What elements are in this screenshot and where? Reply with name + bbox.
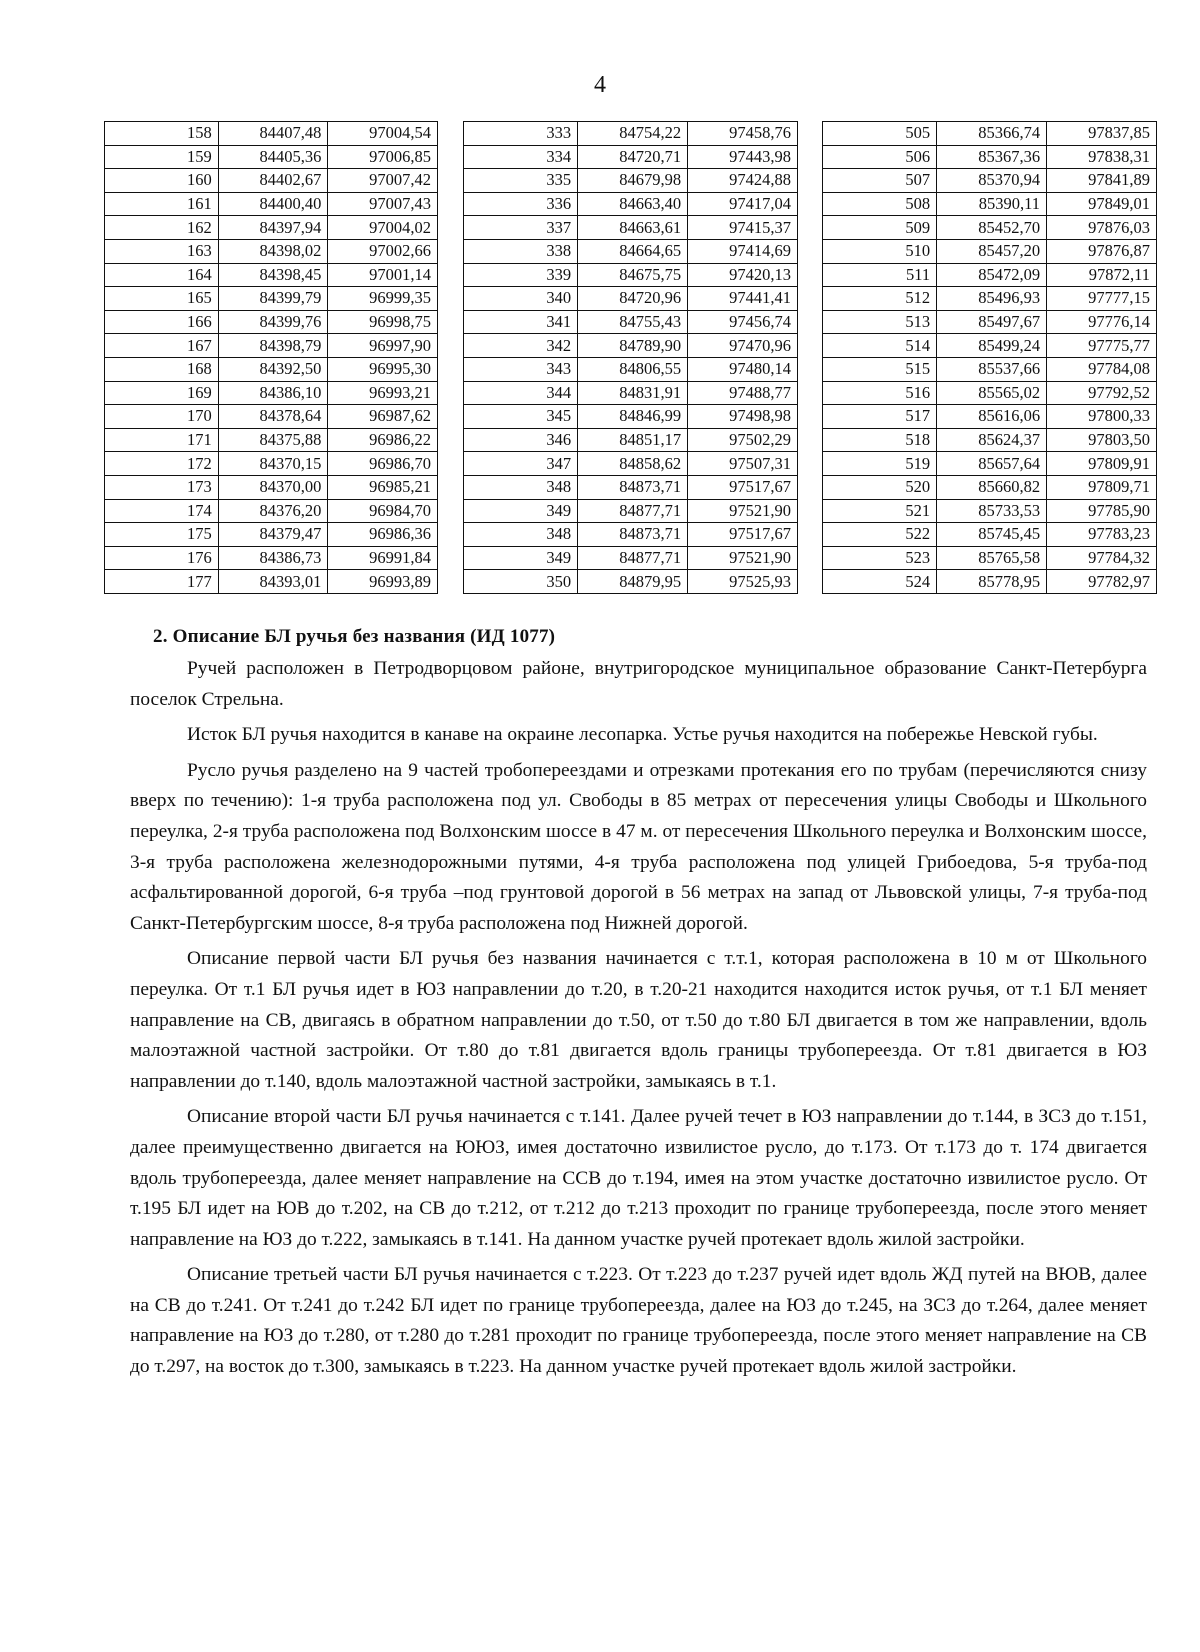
point-number-cell: 509: [823, 216, 937, 240]
point-number-cell: 338: [464, 239, 578, 263]
table-row: [823, 169, 1157, 193]
table-row: [105, 287, 438, 311]
point-number-cell: 170: [105, 405, 219, 429]
paragraph: Ручей расположен в Петродворцовом районе, внутригородское муниципальное образование Санкт-Петербурга поселок Стрельна.: [130, 658, 1147, 710]
table-row: [105, 192, 438, 216]
x-coordinate-cell: 84393,01: [218, 570, 328, 594]
paragraph: Исток БЛ ручья находится в канаве на окраине лесопарка. Устье ручья находится на побережье Невской губы.: [187, 724, 1098, 746]
y-coordinate-cell: 97414,69: [688, 239, 798, 263]
x-coordinate-cell: 85472,09: [937, 263, 1047, 287]
y-coordinate-cell: 96984,70: [328, 499, 438, 523]
x-coordinate-cell: 84754,22: [578, 122, 688, 146]
point-number-cell: 177: [105, 570, 219, 594]
x-coordinate-cell: 84397,94: [218, 216, 328, 240]
table-row: [464, 546, 798, 570]
point-number-cell: 508: [823, 192, 937, 216]
point-number-cell: 513: [823, 310, 937, 334]
y-coordinate-cell: 97521,90: [688, 499, 798, 523]
y-coordinate-cell: 97441,41: [688, 287, 798, 311]
table-row: [464, 239, 798, 263]
point-number-cell: 348: [464, 475, 578, 499]
table-row: [464, 452, 798, 476]
point-number-cell: 163: [105, 239, 219, 263]
table-row: [464, 357, 798, 381]
x-coordinate-cell: 84386,10: [218, 381, 328, 405]
point-number-cell: 515: [823, 357, 937, 381]
point-number-cell: 516: [823, 381, 937, 405]
y-coordinate-cell: 97517,67: [688, 523, 798, 547]
table-row: [823, 216, 1157, 240]
point-number-cell: 346: [464, 428, 578, 452]
table-row: [823, 357, 1157, 381]
point-number-cell: 165: [105, 287, 219, 311]
y-coordinate-cell: 97458,76: [688, 122, 798, 146]
y-coordinate-cell: 97424,88: [688, 169, 798, 193]
table-row: [105, 216, 438, 240]
point-number-cell: 171: [105, 428, 219, 452]
point-number-cell: 160: [105, 169, 219, 193]
x-coordinate-cell: 84851,17: [578, 428, 688, 452]
x-coordinate-cell: 85390,11: [937, 192, 1047, 216]
x-coordinate-cell: 84370,00: [218, 475, 328, 499]
x-coordinate-cell: 85660,82: [937, 475, 1047, 499]
point-number-cell: 345: [464, 405, 578, 429]
y-coordinate-cell: 97876,87: [1047, 239, 1157, 263]
table-row: [823, 239, 1157, 263]
x-coordinate-cell: 85657,64: [937, 452, 1047, 476]
x-coordinate-cell: 85624,37: [937, 428, 1047, 452]
point-number-cell: 174: [105, 499, 219, 523]
x-coordinate-cell: 84376,20: [218, 499, 328, 523]
point-number-cell: 348: [464, 523, 578, 547]
point-number-cell: 521: [823, 499, 937, 523]
point-number-cell: 506: [823, 145, 937, 169]
y-coordinate-cell: 97775,77: [1047, 334, 1157, 358]
point-number-cell: 336: [464, 192, 578, 216]
table-row: [464, 428, 798, 452]
paragraph: Описание второй части БЛ ручья начинается с т.141. Далее ручей течет в ЮЗ направлении до т.144, в ЗСЗ до т.151, далее преимущественно двигается на ЮЮЗ, имея достаточно извилистое русло, до т.173. От т.173 до т. 174 двигается вдоль трубопереезда, далее меняет направление на ССВ до т.194, имея на этом участке достаточно извилистое русло. От т.195 БЛ идет на ЮВ до т.202, на СВ до т.212, от т.212 до т.213 проходит по границе трубопереезда, после этого меняет направление на ЮЗ до т.222, замыкаясь в т.141. На данном участке ручей протекает вдоль жилой застройки.: [130, 1106, 1147, 1250]
x-coordinate-cell: 84402,67: [218, 169, 328, 193]
y-coordinate-cell: 97809,71: [1047, 475, 1157, 499]
x-coordinate-cell: 84664,65: [578, 239, 688, 263]
y-coordinate-cell: 97502,29: [688, 428, 798, 452]
table-row: [823, 381, 1157, 405]
table-row: [105, 405, 438, 429]
y-coordinate-cell: 97415,37: [688, 216, 798, 240]
point-number-cell: 514: [823, 334, 937, 358]
y-coordinate-cell: 96987,62: [328, 405, 438, 429]
y-coordinate-cell: 97456,74: [688, 310, 798, 334]
point-number-cell: 337: [464, 216, 578, 240]
point-number-cell: 517: [823, 405, 937, 429]
x-coordinate-cell: 85496,93: [937, 287, 1047, 311]
point-number-cell: 164: [105, 263, 219, 287]
paragraph: Описание первой части БЛ ручья без названия начинается с т.т.1, которая расположена в 10 м от Школьного переулка. От т.1 БЛ ручья идет в ЮЗ направлении до т.20, в т.20-21 находится находится исток ручья, от т.1 БЛ меняет направление на СВ, двигаясь в обратном направлении до т.50, от т.50 до т.80 БЛ двигается в том же направлении, вдоль малоэтажной частной застройки. От т.80 до т.81 двигается вдоль границы трубопереезда. От т.81 двигается в ЮЗ направлении до т.140, вдоль малоэтажной частной застройки, замыкаясь в т.1.: [130, 948, 1147, 1092]
y-coordinate-cell: 97841,89: [1047, 169, 1157, 193]
coordinates-table-1: [104, 121, 438, 594]
y-coordinate-cell: 97849,01: [1047, 192, 1157, 216]
paragraph: Русло ручья разделено на 9 частей тробопереездами и отрезками протекания его по трубам (перечисляются снизу вверх по течению): 1-я труба расположена под ул. Свободы в 85 метрах от пересечения улицы Свободы и Школьного переулка, 2-я труба расположена под Волхонским шоссе в 47 м. от пересечения Школьного переулка и Волхонским шоссе, 3-я труба расположена железнодорожными путями, 4-я труба расположена под улицей Грибоедова, 5-я труба-под асфальтированной дорогой, 6-я труба –под грунтовой дорогой в 56 метрах на запад от Львовской улицы, 7-я труба-под Санкт-Петербургским шоссе, 8-я труба расположена под Нижней дорогой.: [130, 759, 1147, 934]
table-row: [464, 310, 798, 334]
point-number-cell: 168: [105, 357, 219, 381]
y-coordinate-cell: 97525,93: [688, 570, 798, 594]
point-number-cell: 522: [823, 523, 937, 547]
y-coordinate-cell: 97470,96: [688, 334, 798, 358]
x-coordinate-cell: 85745,45: [937, 523, 1047, 547]
point-number-cell: 505: [823, 122, 937, 146]
y-coordinate-cell: 97777,15: [1047, 287, 1157, 311]
table-row: [823, 122, 1157, 146]
point-number-cell: 507: [823, 169, 937, 193]
x-coordinate-cell: 84392,50: [218, 357, 328, 381]
y-coordinate-cell: 97792,52: [1047, 381, 1157, 405]
y-coordinate-cell: 97498,98: [688, 405, 798, 429]
y-coordinate-cell: 96999,35: [328, 287, 438, 311]
y-coordinate-cell: 96993,89: [328, 570, 438, 594]
point-number-cell: 347: [464, 452, 578, 476]
x-coordinate-cell: 84675,75: [578, 263, 688, 287]
point-number-cell: 166: [105, 310, 219, 334]
y-coordinate-cell: 97480,14: [688, 357, 798, 381]
table-row: [105, 239, 438, 263]
table-row: [823, 405, 1157, 429]
x-coordinate-cell: 84755,43: [578, 310, 688, 334]
point-number-cell: 520: [823, 475, 937, 499]
y-coordinate-cell: 97800,33: [1047, 405, 1157, 429]
table-row: [105, 475, 438, 499]
point-number-cell: 344: [464, 381, 578, 405]
table-row: [823, 475, 1157, 499]
point-number-cell: 343: [464, 357, 578, 381]
coordinates-table-2: [463, 121, 798, 594]
section-heading: 2. Описание БЛ ручья без названия (ИД 1077): [153, 626, 556, 647]
table-row: [105, 122, 438, 146]
point-number-cell: 518: [823, 428, 937, 452]
table-row: [823, 263, 1157, 287]
point-number-cell: 176: [105, 546, 219, 570]
table-row: [823, 287, 1157, 311]
y-coordinate-cell: 97443,98: [688, 145, 798, 169]
y-coordinate-cell: 96986,36: [328, 523, 438, 547]
table-row: [105, 452, 438, 476]
table-row: [464, 499, 798, 523]
x-coordinate-cell: 85370,94: [937, 169, 1047, 193]
table-row: [464, 287, 798, 311]
y-coordinate-cell: 97837,85: [1047, 122, 1157, 146]
point-number-cell: 335: [464, 169, 578, 193]
x-coordinate-cell: 84663,61: [578, 216, 688, 240]
table-row: [464, 122, 798, 146]
x-coordinate-cell: 84789,90: [578, 334, 688, 358]
table-row: [823, 334, 1157, 358]
page-number: 4: [594, 72, 606, 98]
point-number-cell: 172: [105, 452, 219, 476]
y-coordinate-cell: 97001,14: [328, 263, 438, 287]
x-coordinate-cell: 84399,76: [218, 310, 328, 334]
x-coordinate-cell: 84720,71: [578, 145, 688, 169]
x-coordinate-cell: 84877,71: [578, 499, 688, 523]
y-coordinate-cell: 97784,32: [1047, 546, 1157, 570]
x-coordinate-cell: 85367,36: [937, 145, 1047, 169]
y-coordinate-cell: 96995,30: [328, 357, 438, 381]
y-coordinate-cell: 97488,77: [688, 381, 798, 405]
paragraph: Описание третьей части БЛ ручья начинается с т.223. От т.223 до т.237 ручей идет вдоль ЖД путей на ВЮВ, далее на СВ до т.241. От т.241 до т.242 БЛ идет по границе трубопереезда, далее на ЮЗ до т.245, на ЗСЗ до т.264, далее меняет направление на ЮЗ до т.280, от т.280 до т.281 проходит по границе трубопереезда, после этого меняет направление на СВ до т.297, на восток до т.300, замыкаясь в т.223. На данном участке ручей протекает вдоль жилой застройки.: [130, 1264, 1147, 1378]
point-number-cell: 349: [464, 546, 578, 570]
table-row: [823, 192, 1157, 216]
y-coordinate-cell: 97507,31: [688, 452, 798, 476]
table-row: [105, 546, 438, 570]
table-row: [105, 523, 438, 547]
y-coordinate-cell: 96993,21: [328, 381, 438, 405]
y-coordinate-cell: 96986,22: [328, 428, 438, 452]
y-coordinate-cell: 96985,21: [328, 475, 438, 499]
y-coordinate-cell: 97420,13: [688, 263, 798, 287]
point-number-cell: 350: [464, 570, 578, 594]
table-row: [464, 145, 798, 169]
point-number-cell: 349: [464, 499, 578, 523]
table-row: [823, 499, 1157, 523]
table-row: [464, 475, 798, 499]
table-row: [823, 428, 1157, 452]
x-coordinate-cell: 84398,45: [218, 263, 328, 287]
x-coordinate-cell: 85366,74: [937, 122, 1047, 146]
y-coordinate-cell: 97002,66: [328, 239, 438, 263]
y-coordinate-cell: 97785,90: [1047, 499, 1157, 523]
point-number-cell: 524: [823, 570, 937, 594]
x-coordinate-cell: 84873,71: [578, 523, 688, 547]
x-coordinate-cell: 84831,91: [578, 381, 688, 405]
point-number-cell: 510: [823, 239, 937, 263]
table-row: [464, 381, 798, 405]
x-coordinate-cell: 85778,95: [937, 570, 1047, 594]
x-coordinate-cell: 84679,98: [578, 169, 688, 193]
y-coordinate-cell: 97782,97: [1047, 570, 1157, 594]
table-row: [105, 570, 438, 594]
y-coordinate-cell: 97004,02: [328, 216, 438, 240]
x-coordinate-cell: 84379,47: [218, 523, 328, 547]
table-row: [464, 263, 798, 287]
y-coordinate-cell: 96998,75: [328, 310, 438, 334]
x-coordinate-cell: 85497,67: [937, 310, 1047, 334]
y-coordinate-cell: 96997,90: [328, 334, 438, 358]
point-number-cell: 159: [105, 145, 219, 169]
x-coordinate-cell: 84407,48: [218, 122, 328, 146]
table-row: [105, 263, 438, 287]
x-coordinate-cell: 85537,66: [937, 357, 1047, 381]
x-coordinate-cell: 84405,36: [218, 145, 328, 169]
x-coordinate-cell: 84370,15: [218, 452, 328, 476]
table-row: [464, 216, 798, 240]
x-coordinate-cell: 84858,62: [578, 452, 688, 476]
x-coordinate-cell: 85733,53: [937, 499, 1047, 523]
y-coordinate-cell: 97872,11: [1047, 263, 1157, 287]
point-number-cell: 173: [105, 475, 219, 499]
table-row: [105, 169, 438, 193]
y-coordinate-cell: 97876,03: [1047, 216, 1157, 240]
point-number-cell: 158: [105, 122, 219, 146]
x-coordinate-cell: 84378,64: [218, 405, 328, 429]
x-coordinate-cell: 84398,02: [218, 239, 328, 263]
x-coordinate-cell: 84400,40: [218, 192, 328, 216]
point-number-cell: 175: [105, 523, 219, 547]
x-coordinate-cell: 84375,88: [218, 428, 328, 452]
x-coordinate-cell: 85499,24: [937, 334, 1047, 358]
table-row: [105, 145, 438, 169]
x-coordinate-cell: 84386,73: [218, 546, 328, 570]
y-coordinate-cell: 97521,90: [688, 546, 798, 570]
y-coordinate-cell: 97838,31: [1047, 145, 1157, 169]
table-row: [464, 570, 798, 594]
x-coordinate-cell: 84720,96: [578, 287, 688, 311]
table-row: [105, 381, 438, 405]
table-row: [464, 334, 798, 358]
table-row: [823, 523, 1157, 547]
x-coordinate-cell: 85452,70: [937, 216, 1047, 240]
table-row: [105, 428, 438, 452]
point-number-cell: 162: [105, 216, 219, 240]
point-number-cell: 334: [464, 145, 578, 169]
table-row: [105, 310, 438, 334]
x-coordinate-cell: 85765,58: [937, 546, 1047, 570]
x-coordinate-cell: 85565,02: [937, 381, 1047, 405]
y-coordinate-cell: 97007,42: [328, 169, 438, 193]
x-coordinate-cell: 84806,55: [578, 357, 688, 381]
table-row: [105, 357, 438, 381]
table-row: [823, 145, 1157, 169]
x-coordinate-cell: 84398,79: [218, 334, 328, 358]
section-body: [130, 654, 1147, 1388]
y-coordinate-cell: 97803,50: [1047, 428, 1157, 452]
y-coordinate-cell: 97776,14: [1047, 310, 1157, 334]
point-number-cell: 342: [464, 334, 578, 358]
point-number-cell: 169: [105, 381, 219, 405]
table-row: [464, 405, 798, 429]
y-coordinate-cell: 97007,43: [328, 192, 438, 216]
point-number-cell: 511: [823, 263, 937, 287]
x-coordinate-cell: 85457,20: [937, 239, 1047, 263]
point-number-cell: 512: [823, 287, 937, 311]
coordinates-table-3: [822, 121, 1157, 594]
point-number-cell: 519: [823, 452, 937, 476]
y-coordinate-cell: 97417,04: [688, 192, 798, 216]
y-coordinate-cell: 96986,70: [328, 452, 438, 476]
y-coordinate-cell: 97809,91: [1047, 452, 1157, 476]
y-coordinate-cell: 96991,84: [328, 546, 438, 570]
table-row: [823, 546, 1157, 570]
y-coordinate-cell: 97517,67: [688, 475, 798, 499]
point-number-cell: 340: [464, 287, 578, 311]
point-number-cell: 167: [105, 334, 219, 358]
point-number-cell: 339: [464, 263, 578, 287]
x-coordinate-cell: 84663,40: [578, 192, 688, 216]
table-row: [105, 334, 438, 358]
y-coordinate-cell: 97784,08: [1047, 357, 1157, 381]
x-coordinate-cell: 84877,71: [578, 546, 688, 570]
table-row: [823, 570, 1157, 594]
y-coordinate-cell: 97783,23: [1047, 523, 1157, 547]
x-coordinate-cell: 84879,95: [578, 570, 688, 594]
table-row: [105, 499, 438, 523]
y-coordinate-cell: 97006,85: [328, 145, 438, 169]
table-row: [823, 310, 1157, 334]
table-row: [823, 452, 1157, 476]
x-coordinate-cell: 84873,71: [578, 475, 688, 499]
table-row: [464, 523, 798, 547]
point-number-cell: 161: [105, 192, 219, 216]
y-coordinate-cell: 97004,54: [328, 122, 438, 146]
point-number-cell: 333: [464, 122, 578, 146]
x-coordinate-cell: 84399,79: [218, 287, 328, 311]
point-number-cell: 523: [823, 546, 937, 570]
table-row: [464, 192, 798, 216]
point-number-cell: 341: [464, 310, 578, 334]
x-coordinate-cell: 85616,06: [937, 405, 1047, 429]
x-coordinate-cell: 84846,99: [578, 405, 688, 429]
table-row: [464, 169, 798, 193]
